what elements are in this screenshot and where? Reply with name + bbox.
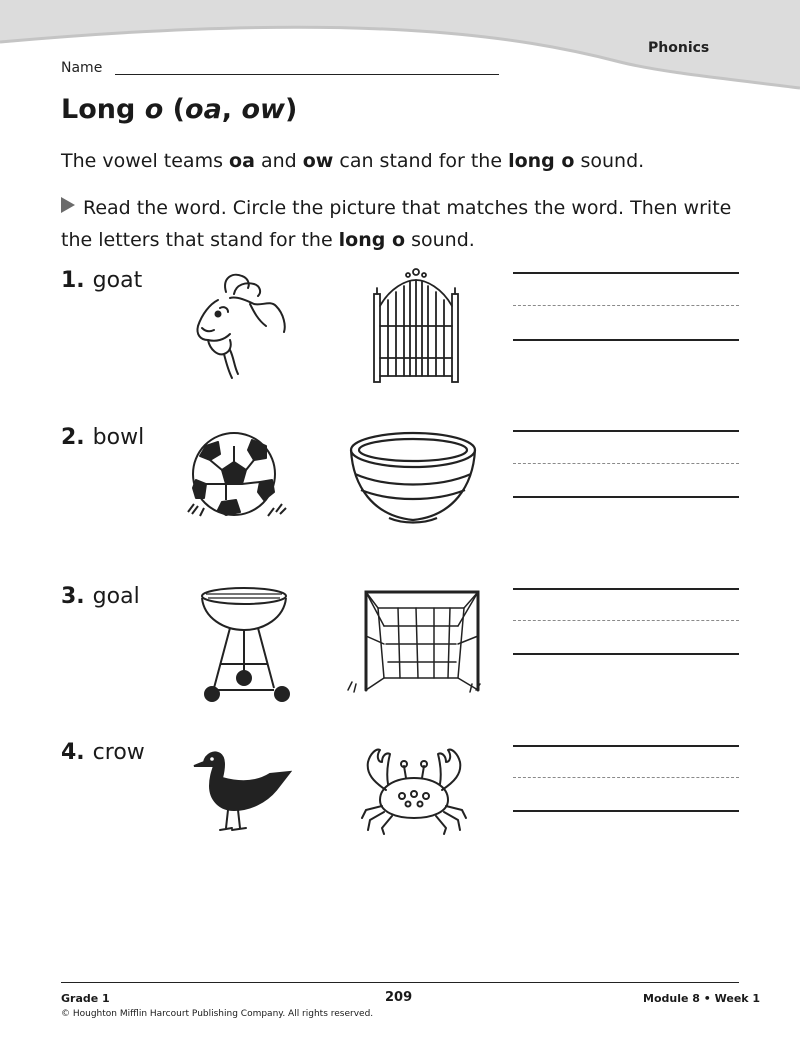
crab-icon[interactable]: [358, 744, 470, 836]
soccer-goal-icon[interactable]: [344, 586, 482, 698]
goat-icon[interactable]: [188, 270, 288, 382]
write-line-base[interactable]: [513, 339, 739, 341]
intro-text: The vowel teams oa and ow can stand for the long o sound.: [61, 150, 645, 172]
footer-module: Module 8 • Week 1: [643, 992, 761, 1005]
item-1: 1. goat: [61, 268, 143, 293]
name-label: Name: [61, 60, 103, 76]
footer-grade: Grade 1: [61, 992, 110, 1005]
grill-icon[interactable]: [194, 584, 294, 708]
crow-icon[interactable]: [192, 742, 292, 836]
page-title: Long o (oa, ow): [61, 94, 298, 125]
write-line-top[interactable]: [513, 745, 739, 747]
write-line-mid: [513, 620, 739, 621]
write-line-mid: [513, 463, 739, 464]
instructions: Read the word. Circle the picture that matches the word. Then write the letters that stand for the long o sound.: [61, 197, 732, 251]
write-line-top[interactable]: [513, 430, 739, 432]
item-4: 4. crow: [61, 740, 145, 765]
write-line-mid: [513, 305, 739, 306]
write-line-mid: [513, 777, 739, 778]
name-line[interactable]: [115, 74, 499, 75]
subject-label: Phonics: [648, 40, 710, 56]
write-line-base[interactable]: [513, 810, 739, 812]
item-3: 3. goal: [61, 584, 140, 609]
soccer-ball-icon[interactable]: [186, 432, 290, 522]
write-line-base[interactable]: [513, 653, 739, 655]
gate-icon[interactable]: [370, 266, 462, 386]
write-line-top[interactable]: [513, 588, 739, 590]
play-arrow-icon: [61, 197, 75, 213]
page-number: 209: [385, 990, 413, 1005]
bowl-icon[interactable]: [347, 430, 479, 526]
item-2: 2. bowl: [61, 425, 145, 450]
footer-divider: [61, 982, 739, 983]
copyright: © Houghton Mifflin Harcourt Publishing Company. All rights reserved.: [61, 1009, 374, 1019]
write-line-top[interactable]: [513, 272, 739, 274]
write-line-base[interactable]: [513, 496, 739, 498]
